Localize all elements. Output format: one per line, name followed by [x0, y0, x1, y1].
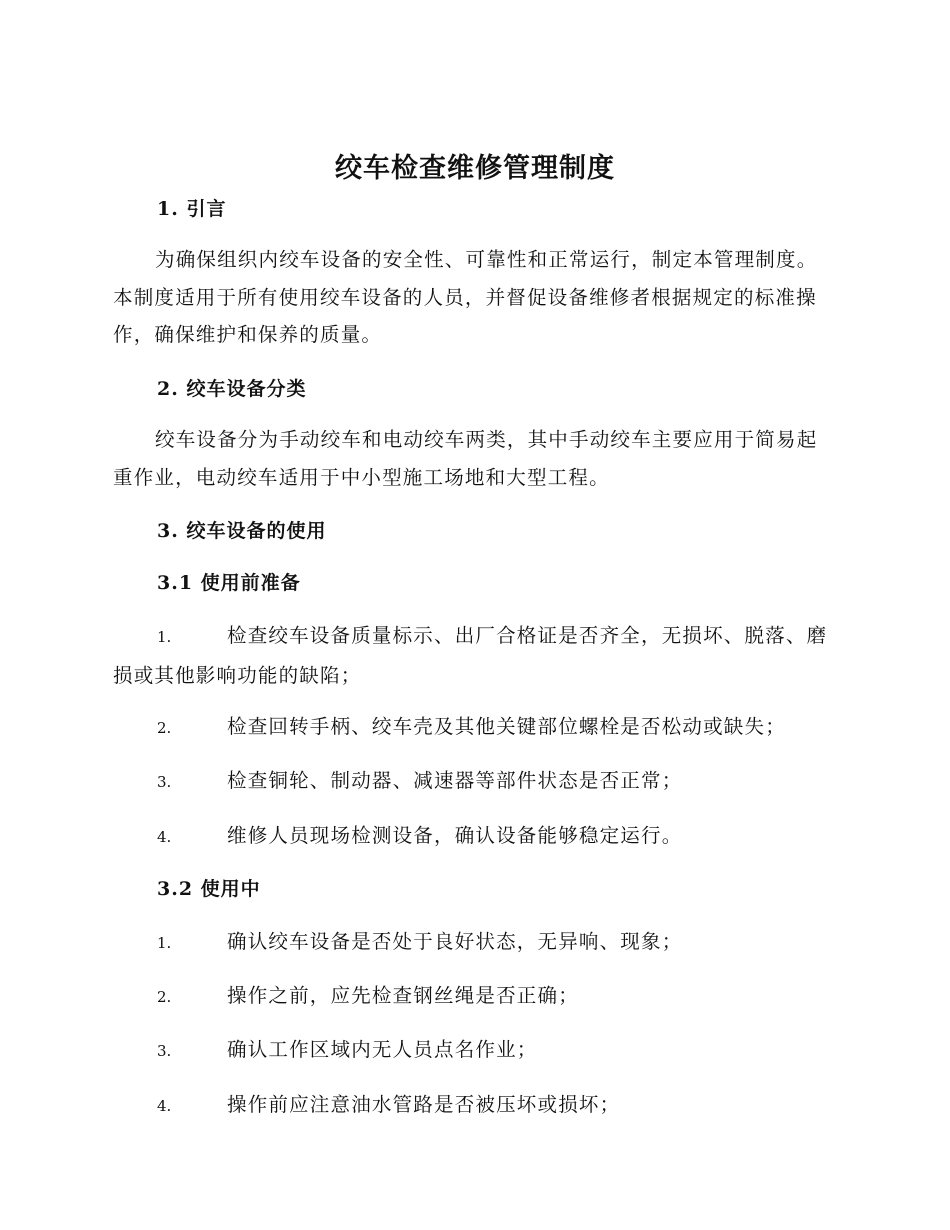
list-item-text: 维修人员现场检测设备，确认设备能够稳定运行。 — [227, 824, 683, 847]
list-item-text: 操作之前，应先检查钢丝绳是否正确； — [227, 984, 579, 1007]
list-item — [113, 817, 831, 857]
list-item — [113, 762, 831, 802]
list-item-text: 检查铜轮、制动器、减速器等部件状态是否正常； — [227, 769, 683, 792]
section-heading-introduction: 1. 引言 — [157, 198, 227, 220]
list-item-text: 检查绞车设备质量标示、出厂合格证是否齐全，无损坏、脱落、磨损或其他影响功能的缺陷； — [113, 624, 828, 687]
list-item — [113, 617, 831, 694]
list-item-number: 3. — [157, 773, 172, 791]
subsection-heading-preparation: 3.1 使用前准备 — [157, 572, 301, 594]
section-heading-usage: 3. 绞车设备的使用 — [157, 520, 327, 542]
document-title: 绞车检查维修管理制度 — [335, 153, 615, 184]
section-paragraph-classification: 绞车设备分为手动绞车和电动绞车两类，其中手动绞车主要应用于简易起重作业，电动绞车适用于中小型施工场地和大型工程。 — [113, 428, 818, 489]
list-item — [113, 1031, 831, 1071]
list-item-text: 检查回转手柄、绞车壳及其他关键部位螺栓是否松动或缺失； — [227, 715, 786, 738]
list-item-text: 确认工作区域内无人员点名作业； — [227, 1038, 538, 1061]
list-item-number: 1. — [157, 934, 172, 952]
list-item — [113, 923, 831, 963]
list-item-number: 4. — [157, 1097, 172, 1115]
section-paragraph-introduction: 为确保组织内绞车设备的安全性、可靠性和正常运行，制定本管理制度。本制度适用于所有使用绞车设备的人员，并督促设备维修者根据规定的标准操作，确保维护和保养的质量。 — [113, 248, 818, 346]
list-item-number: 4. — [157, 828, 172, 846]
list-item-number: 2. — [157, 988, 172, 1006]
list-item — [113, 708, 831, 748]
list-item-number: 2. — [157, 719, 172, 737]
list-item — [113, 977, 831, 1017]
list-item-number: 3. — [157, 1042, 172, 1060]
list-item-text: 操作前应注意油水管路是否被压坏或损坏； — [227, 1093, 621, 1116]
list-item — [113, 1086, 831, 1126]
list-item-text: 确认绞车设备是否处于良好状态，无异响、现象； — [227, 930, 683, 953]
subsection-heading-in-use: 3.2 使用中 — [157, 878, 261, 900]
list-item-number: 1. — [157, 628, 172, 646]
section-heading-classification: 2. 绞车设备分类 — [157, 378, 307, 400]
